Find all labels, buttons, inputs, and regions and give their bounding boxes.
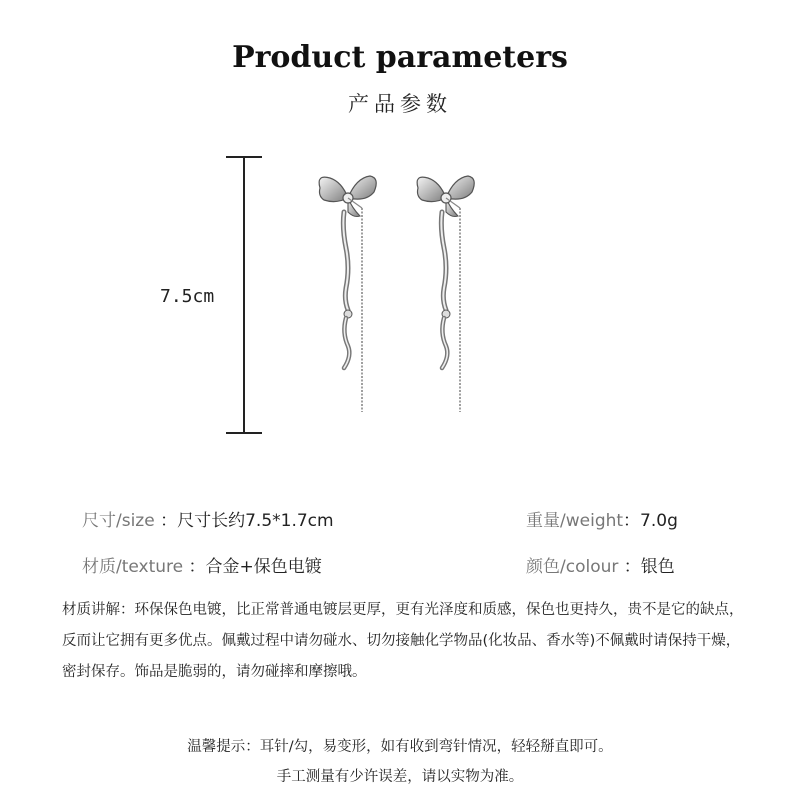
spec-colour [526,552,675,577]
spec-size-key: 尺寸/size [82,511,155,531]
spec-colour-sep: ： [618,557,641,577]
spec-size [82,506,334,531]
earring-right-image [410,168,490,418]
measure-label: 7.5cm [160,286,215,307]
tip-line-1: 温馨提示：耳针/勾，易变形，如有收到弯针情况，轻轻掰直即可。 [187,739,613,755]
measure-bottom-cap [226,432,262,434]
spec-weight-key: 重量/weight [526,511,624,531]
spec-texture [82,552,322,577]
material-notes: 材质讲解：环保保色电镀，比正常普通电镀层更厚，更有光泽度和质感，保色也更持久，贵不是它的缺点，反而让它拥有更多优点。佩戴过程中请勿碰水、切勿接触化学物品(化妆品、香水等)不佩戴时请保持干燥，密封保存。饰品是脆弱的，请勿碰摔和摩擦哦。 [62,602,744,680]
spec-colour-key: 颜色/colour [526,557,619,577]
spec-weight-value: 7.0g [640,511,678,531]
page-title: Product parameters [232,40,568,75]
spec-size-sep: ： [154,511,178,531]
page-subtitle: 产品参数 [348,92,452,116]
spec-colour-value: 银色 [640,557,675,577]
spec-texture-value: 合金+保色电镀 [205,557,322,577]
measure-line [243,156,245,434]
tip-line-2: 手工测量有少许误差，请以实物为准。 [276,769,524,785]
spec-weight [526,506,678,531]
earring-left-image [312,168,392,418]
spec-texture-sep: ： [183,557,206,577]
length-measure-bar [226,156,262,434]
spec-texture-key: 材质/texture [82,557,184,577]
spec-size-value: 尺寸长约7.5*1.7cm [177,511,334,531]
spec-weight-sep: ： [623,511,641,531]
